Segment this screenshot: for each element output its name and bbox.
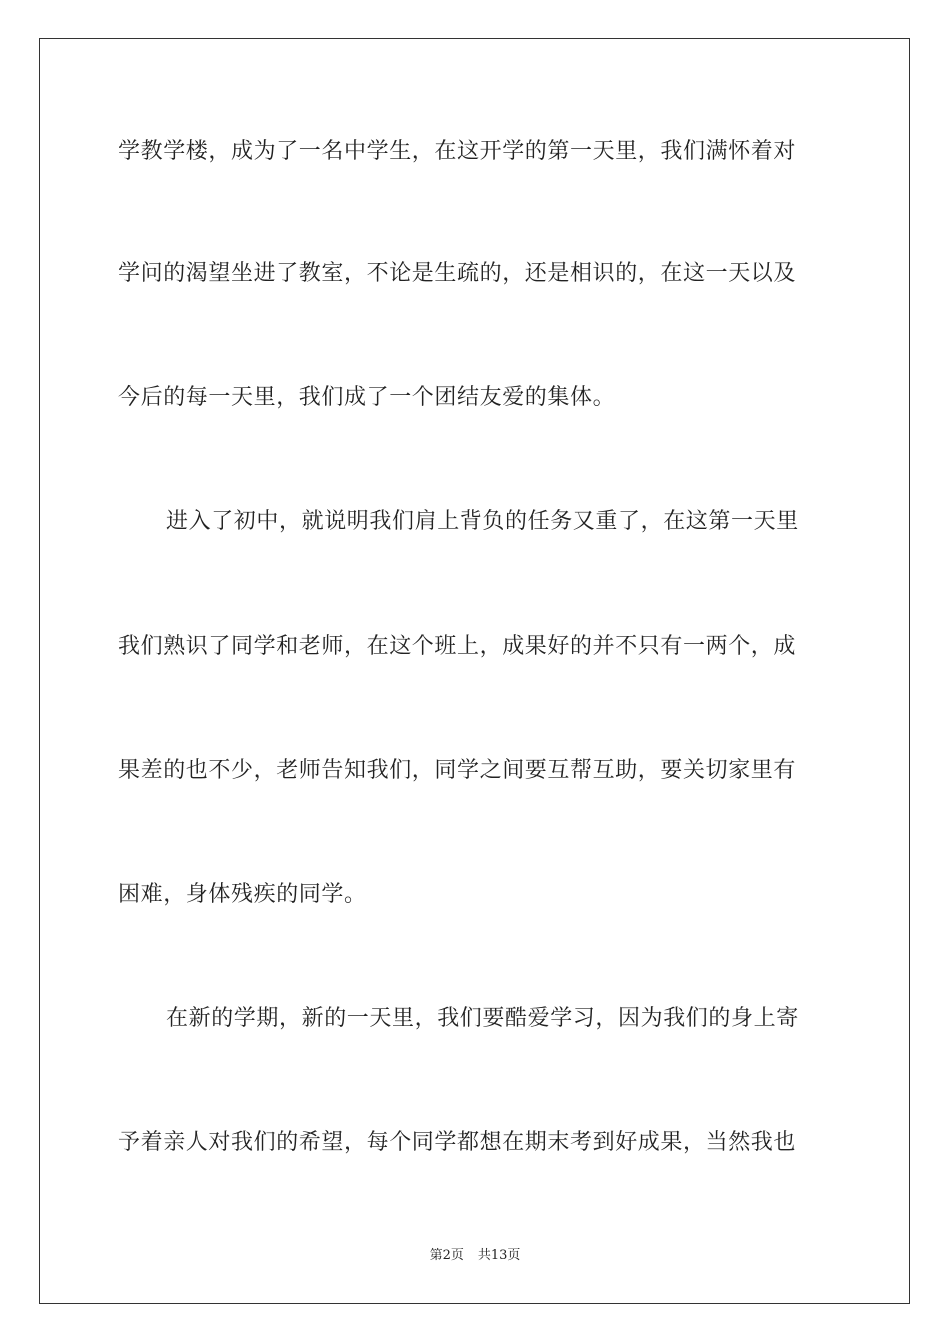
- page-total: 共13页: [477, 1248, 521, 1263]
- page-border: [39, 38, 910, 1304]
- text-line: 果差的也不少，老师告知我们，同学之间要互帮互助，要关切家里有: [118, 758, 797, 783]
- text-line: 予着亲人对我们的希望，每个同学都想在期末考到好成果，当然我也: [118, 1130, 797, 1155]
- text-line: 学问的渴望坐进了教室，不论是生疏的，还是相识的，在这一天以及: [118, 261, 797, 286]
- page-footer: [0, 1247, 950, 1265]
- paragraph-start-line: 在新的学期，新的一天里，我们要酷爱学习，因为我们的身上寄: [166, 1006, 799, 1031]
- text-line: 我们熟识了同学和老师，在这个班上，成果好的并不只有一两个，成: [118, 634, 797, 659]
- page-number: 第2页: [429, 1248, 464, 1263]
- text-line: 今后的每一天里，我们成了一个团结友爱的集体。: [118, 385, 616, 410]
- paragraph-start-line: 进入了初中，就说明我们肩上背负的任务又重了，在这第一天里: [166, 509, 799, 534]
- text-line: 困难，身体残疾的同学。: [118, 882, 367, 907]
- text-line: 学教学楼，成为了一名中学生，在这开学的第一天里，我们满怀着对: [118, 139, 797, 164]
